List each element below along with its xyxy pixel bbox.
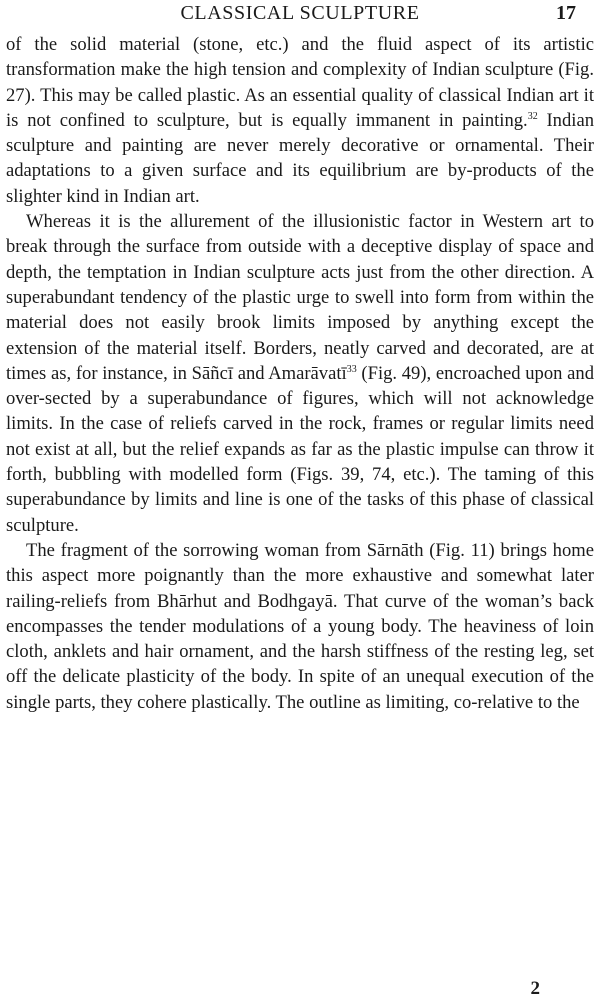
running-title: CLASSICAL SCULPTURE	[180, 2, 420, 24]
paragraph-text: The fragment of the sorrowing woman from Sārnāth (Fig. 11) brings home this aspect more poignantly than the more exhaustive and somewhat later railing-reliefs from Bhārhut and Bodhgayā. That curve of the woman’s back encompasses the tender modulations of a young body. The heaviness of loin cloth, anklets and hair ornament, and the harsh stiffness of the resting leg, set off the delicate plasticity of the body. In spite of an unequal execution of the single parts, they cohere plastically. The outline as limiting, co-relative to the	[6, 539, 594, 713]
paragraph-text: Whereas it is the allurement of the illusionistic factor in Western art to break through the surface from outside with a deceptive display of space and depth, the temptation in Indian sculpture acts just from the other direction. A superabundant tendency of the plastic urge to swell into form from within the material does not easily brook limits imposed by anything except the extension of the material itself. Borders, neatly carved and decorated, are at times as, for instance, in Sāñcī and Amarāvatī	[6, 211, 594, 384]
page-number: 17	[556, 2, 576, 24]
paragraph-2	[6, 209, 594, 538]
paragraph-1	[6, 32, 594, 209]
paragraph-3	[6, 538, 594, 715]
paragraph-text: (Fig. 49), encroached upon and over-sected by a superabundance of figures, which will not acknowledge limits. In the case of reliefs carved in the rock, frames or regular limits need not exist at all, but the relief expands as far as the plastic impulse can throw it forth, bubbling with modelled form (Figs. 39, 74, etc.). The taming of this superabundance by limits and line is one of the tasks of this phase of classical sculpture.	[6, 362, 595, 536]
body-text	[6, 32, 594, 715]
footnote-ref-33: 33	[346, 363, 357, 375]
footnote-ref-32: 32	[527, 110, 538, 122]
paragraph-text: of the solid material (stone, etc.) and the fluid aspect of its artistic transformation make the high tension and complexity of Indian sculpture (Fig. 27). This may be called plastic. As an essential quality of classical Indian art it is not confined to sculpture, but is equally immanent in painting.	[6, 34, 594, 131]
running-head	[6, 0, 594, 30]
signature-folio: 2	[530, 978, 540, 999]
paragraph-text: Indian sculpture and painting are never merely decorative or ornamental. Their adaptations to a given surface and its equilibrium are by-products of the slighter kind in Indian art.	[6, 109, 594, 207]
